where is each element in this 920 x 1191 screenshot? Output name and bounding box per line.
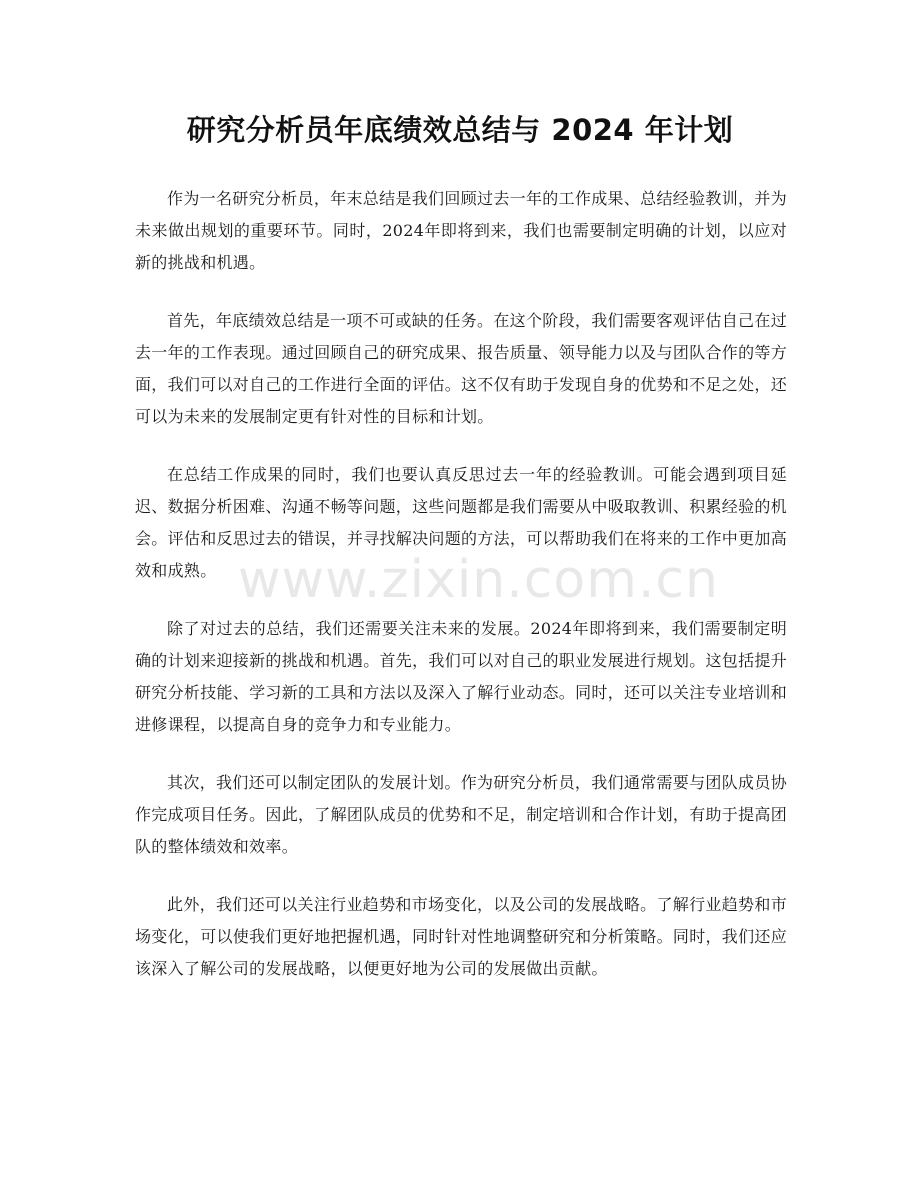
paragraph-4: 除了对过去的总结，我们还需要关注未来的发展。2024年即将到来，我们需要制定明确的计划来迎接新的挑战和机遇。首先，我们可以对自己的职业发展进行规划。这包括提升研究分析技能、学习新的工具和方法以及深入了解行业动态。同时，还可以关注专业培训和进修课程，以提高自身的竞争力和专业能力。 bbox=[135, 619, 788, 734]
document-body bbox=[135, 183, 787, 1011]
watermark-text: www.zixin.com.cn bbox=[238, 550, 719, 610]
paragraph-3: 在总结工作成果的同时，我们也要认真反思过去一年的经验教训。可能会遇到项目延迟、数据分析困难、沟通不畅等问题，这些问题都是我们需要从中吸取教训、积累经验的机会。评估和反思过去的错误，并寻找解决问题的方法，可以帮助我们在将来的工作中更加高效和成熟。 bbox=[135, 465, 788, 580]
document-title: 研究分析员年底绩效总结与 2024 年计划 bbox=[186, 113, 734, 147]
paragraph-2: 首先，年底绩效总结是一项不可或缺的任务。在这个阶段，我们需要客观评估自己在过去一年的工作表现。通过回顾自己的研究成果、报告质量、领导能力以及与团队合作的等方面，我们可以对自己的工作进行全面的评估。这不仅有助于发现自身的优势和不足之处，还可以为未来的发展制定更有针对性的目标和计划。 bbox=[135, 311, 788, 426]
paragraph-1: 作为一名研究分析员，年末总结是我们回顾过去一年的工作成果、总结经验教训，并为未来做出规划的重要环节。同时，2024年即将到来，我们也需要制定明确的计划，以应对新的挑战和机遇。 bbox=[135, 189, 787, 272]
paragraph-6: 此外，我们还可以关注行业趋势和市场变化，以及公司的发展战略。了解行业趋势和市场变化，可以使我们更好地把握机遇，同时针对性地调整研究和分析策略。同时，我们还应该深入了解公司的发展战略，以便更好地为公司的发展做出贡献。 bbox=[135, 895, 788, 978]
paragraph-5: 其次，我们还可以制定团队的发展计划。作为研究分析员，我们通常需要与团队成员协作完成项目任务。因此，了解团队成员的优势和不足，制定培训和合作计划，有助于提高团队的整体绩效和效率。 bbox=[135, 773, 788, 856]
